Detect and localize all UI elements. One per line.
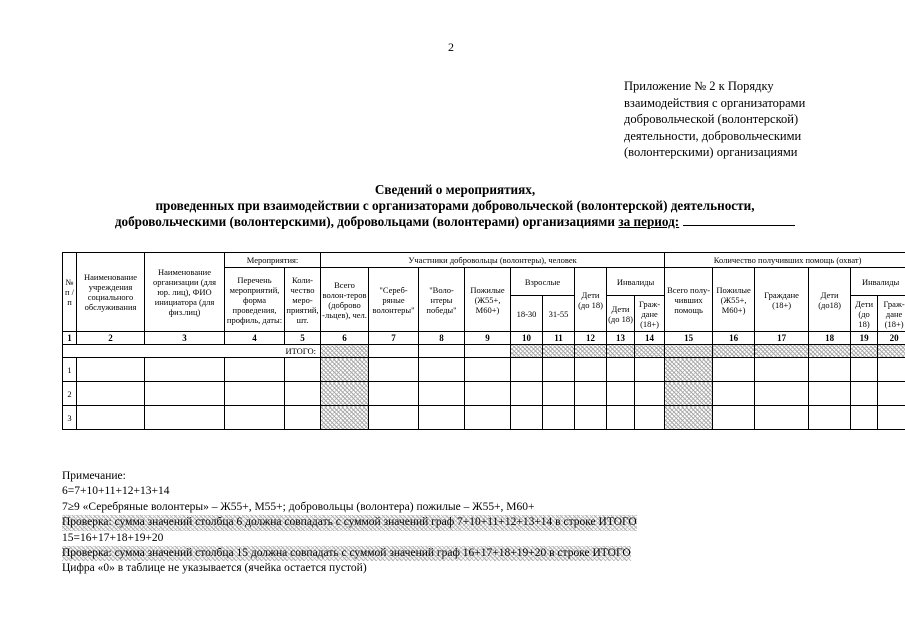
check-note-line: Проверка: сумма значений столбца 15 должна совпадать с суммой значений граф 16+17+18+19+20 в строке ИТОГО — [62, 546, 631, 561]
title-line-3-text: добровольческими (волонтерскими), добровольцами (волонтерами) организациями — [114, 214, 619, 229]
table-cell-hatched — [665, 382, 713, 406]
table-cell-hatched — [321, 358, 369, 382]
table-cell[interactable] — [809, 358, 851, 382]
column-number: 17 — [755, 332, 809, 345]
group-recipients-header: Количество получивших помощь (охват) — [665, 253, 905, 268]
title-line-3 — [20, 214, 890, 230]
table-cell[interactable] — [511, 382, 543, 406]
title-line-2: проведенных при взаимодействии с организаторами добровольческой (волонтерской) деятельности, — [155, 198, 755, 213]
check-note-line: Проверка: сумма значений столбца 6 должна совпадать с суммой значений граф 7+10+11+12+13+14 в строке ИТОГО — [62, 515, 637, 530]
col-recipient-elderly-header: Пожилые (Ж55+, М60+) — [713, 268, 755, 332]
table-cell[interactable] — [145, 382, 225, 406]
table-cell[interactable] — [809, 382, 851, 406]
column-number: 11 — [543, 332, 575, 345]
title-line-1: Сведений о мероприятиях, — [374, 182, 536, 197]
column-number: 16 — [713, 332, 755, 345]
col-recipient-disabled-citizens-header: Граж-дане (18+) — [878, 296, 905, 332]
total-cell-hatched — [713, 345, 755, 358]
column-number: 10 — [511, 332, 543, 345]
total-cell-hatched — [543, 345, 575, 358]
table-cell[interactable] — [575, 382, 607, 406]
table-cell[interactable] — [465, 382, 511, 406]
col-no-header: № п / п — [63, 253, 77, 332]
appendix-line: деятельности, добровольческими — [624, 128, 802, 143]
table-cell-hatched — [321, 406, 369, 430]
column-number: 18 — [809, 332, 851, 345]
table-cell[interactable] — [755, 406, 809, 430]
total-cell-hatched — [607, 345, 635, 358]
table-cell[interactable] — [878, 382, 905, 406]
table-cell[interactable] — [285, 358, 321, 382]
table-cell[interactable] — [635, 406, 665, 430]
table-cell[interactable] — [713, 406, 755, 430]
appendix-line: Приложение № 2 к Порядку — [624, 79, 774, 93]
note-line: 7≥9 «Серебряные волонтеры» – Ж55+, М55+; добровольцы (волонтера) пожилые – Ж55+, М60+ — [62, 500, 535, 513]
col-total-helped-header: Всего полу-чивших помощь — [665, 268, 713, 332]
column-number: 4 — [225, 332, 285, 345]
note-line: Цифра «0» в таблице не указывается (ячейка остается пустой) — [62, 562, 367, 575]
table-cell-hatched — [665, 358, 713, 382]
table-cell[interactable] — [511, 406, 543, 430]
period-label: за период: — [618, 214, 680, 229]
table-cell[interactable] — [369, 406, 419, 430]
table-cell[interactable] — [878, 358, 905, 382]
col-recipient-citizens-header: Граждане (18+) — [755, 268, 809, 332]
total-cell[interactable] — [465, 345, 511, 358]
table-cell[interactable] — [713, 358, 755, 382]
appendix-line: (волонтерскими) организациями — [624, 145, 798, 159]
row-number: 2 — [63, 382, 77, 406]
column-number: 9 — [465, 332, 511, 345]
table-cell[interactable] — [851, 358, 878, 382]
table-cell[interactable] — [369, 358, 419, 382]
column-number: 2 — [77, 332, 145, 345]
total-cell-hatched — [851, 345, 878, 358]
col-silver-header: "Сереб-ряные волонтеры" — [369, 268, 419, 332]
table-cell[interactable] — [635, 382, 665, 406]
col-organization-header: Наименование организации (для юр. лиц), ФИО инициатора (для физ.лиц) — [145, 253, 225, 332]
total-cell-hatched — [511, 345, 543, 358]
table-cell[interactable] — [635, 358, 665, 382]
table-cell[interactable] — [419, 382, 465, 406]
column-number: 20 — [878, 332, 905, 345]
table-cell[interactable] — [419, 406, 465, 430]
total-cell-hatched — [755, 345, 809, 358]
total-label: ИТОГО: — [63, 345, 321, 358]
total-cell-hatched — [635, 345, 665, 358]
table-cell[interactable] — [465, 406, 511, 430]
column-number: 5 — [285, 332, 321, 345]
table-row — [63, 382, 905, 406]
table-cell[interactable] — [543, 406, 575, 430]
table-row — [63, 406, 905, 430]
col-disabled-citizens-header: Граж-дане (18+) — [635, 296, 665, 332]
notes-heading: Примечание: — [62, 470, 126, 482]
table-cell[interactable] — [465, 358, 511, 382]
col-elderly-header: Пожилые (Ж55+, М60+) — [465, 268, 511, 332]
total-cell-hatched — [321, 345, 369, 358]
column-numbers-row — [63, 332, 905, 345]
total-cell[interactable] — [419, 345, 465, 358]
page-number: 2 — [448, 40, 454, 54]
table-cell[interactable] — [369, 382, 419, 406]
total-cell-hatched — [878, 345, 905, 358]
table-cell[interactable] — [851, 382, 878, 406]
document-title — [20, 182, 890, 230]
group-disabled-header: Инвалиды — [607, 268, 665, 296]
table-cell[interactable] — [225, 358, 285, 382]
events-table — [62, 252, 905, 430]
table-cell[interactable] — [543, 382, 575, 406]
group-adults-header: Взрослые — [511, 268, 575, 296]
table-cell[interactable] — [419, 358, 465, 382]
table-cell[interactable] — [607, 406, 635, 430]
table-cell-hatched — [321, 382, 369, 406]
total-cell-hatched — [575, 345, 607, 358]
col-recipient-children-header: Дети (до18) — [809, 268, 851, 332]
column-number: 6 — [321, 332, 369, 345]
col-disabled-children-header: Дети (до 18) — [607, 296, 635, 332]
col-recipient-disabled-children-header: Дети (до 18) — [851, 296, 878, 332]
table-row — [63, 358, 905, 382]
column-number: 7 — [369, 332, 419, 345]
table-cell[interactable] — [851, 406, 878, 430]
appendix-line: добровольческой (волонтерской) — [624, 112, 799, 126]
appendix-note — [624, 78, 884, 161]
table-cell[interactable] — [145, 406, 225, 430]
column-number: 13 — [607, 332, 635, 345]
table-cell[interactable] — [755, 358, 809, 382]
column-number: 12 — [575, 332, 607, 345]
table-cell[interactable] — [511, 358, 543, 382]
column-number: 19 — [851, 332, 878, 345]
table-cell[interactable] — [607, 382, 635, 406]
notes-section — [62, 469, 842, 577]
table-cell[interactable] — [77, 406, 145, 430]
table-cell[interactable] — [809, 406, 851, 430]
column-number: 1 — [63, 332, 77, 345]
table-cell[interactable] — [755, 382, 809, 406]
group-participants-header: Участники добровольцы (волонтеры), человек — [321, 253, 665, 268]
total-row — [63, 345, 905, 358]
table-cell[interactable] — [713, 382, 755, 406]
column-number: 15 — [665, 332, 713, 345]
column-number: 8 — [419, 332, 465, 345]
table-cell[interactable] — [285, 382, 321, 406]
column-number: 3 — [145, 332, 225, 345]
note-line: 15=16+17+18+19+20 — [62, 531, 164, 544]
table-cell[interactable] — [543, 358, 575, 382]
note-line: 6=7+10+11+12+13+14 — [62, 485, 170, 498]
period-blank — [683, 214, 795, 226]
total-cell-hatched — [665, 345, 713, 358]
col-18-30-header: 18-30 — [511, 296, 543, 332]
table-cell[interactable] — [225, 382, 285, 406]
table-cell[interactable] — [878, 406, 905, 430]
group-events-header: Мероприятия: — [225, 253, 321, 268]
row-number: 1 — [63, 358, 77, 382]
table-cell[interactable] — [225, 406, 285, 430]
table-cell-hatched — [665, 406, 713, 430]
col-victory-header: "Воло-нтеры победы" — [419, 268, 465, 332]
col-total-volunteers-header: Всего волон-теров (доброво -льцев), чел. — [321, 268, 369, 332]
col-events-count-header: Коли-чество меро-приятий, шт. — [285, 268, 321, 332]
table-cell[interactable] — [285, 406, 321, 430]
table-cell[interactable] — [575, 358, 607, 382]
col-events-list-header: Перечень мероприятий, форма проведения, профиль, даты: — [225, 268, 285, 332]
total-cell-hatched — [809, 345, 851, 358]
col-institution-header: Наименование учреждения социального обслуживания — [77, 253, 145, 332]
table-cell[interactable] — [145, 358, 225, 382]
table-cell[interactable] — [607, 358, 635, 382]
appendix-line: взаимодействия с организаторами — [624, 95, 806, 110]
table-cell[interactable] — [575, 406, 607, 430]
col-31-55-header: 31-55 — [543, 296, 575, 332]
col-children-header: Дети (до 18) — [575, 268, 607, 332]
table-cell[interactable] — [77, 382, 145, 406]
table-cell[interactable] — [77, 358, 145, 382]
group-recipient-disabled-header: Инвалиды — [851, 268, 905, 296]
row-number: 3 — [63, 406, 77, 430]
column-number: 14 — [635, 332, 665, 345]
total-cell[interactable] — [369, 345, 419, 358]
